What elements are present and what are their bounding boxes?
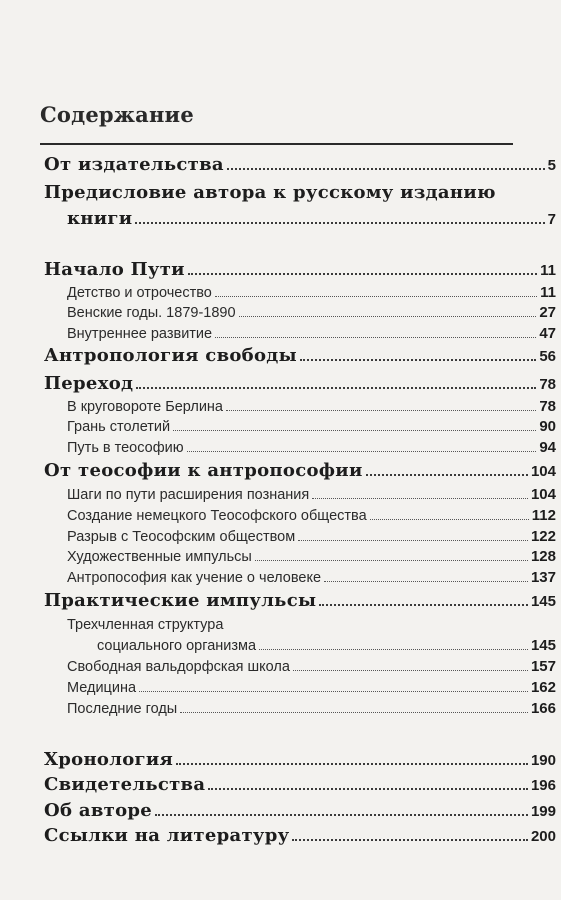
toc-entry-title: Медицина bbox=[67, 680, 137, 696]
toc-entry-page: 11 bbox=[540, 284, 556, 301]
toc-entry-page: 145 bbox=[530, 637, 556, 654]
toc-entry-title: Об авторе bbox=[44, 800, 153, 821]
toc-entry-page: 190 bbox=[530, 752, 556, 769]
toc-subentry bbox=[0, 507, 556, 524]
toc-entry-page: 78 bbox=[539, 376, 556, 393]
toc-entry-page: 104 bbox=[530, 486, 556, 503]
toc-subentry bbox=[0, 486, 556, 503]
dot-leader bbox=[312, 498, 528, 499]
dot-leader bbox=[259, 649, 528, 650]
toc-entry-page: 166 bbox=[530, 700, 556, 717]
toc-entry-title: Антропология свободы bbox=[44, 345, 297, 366]
toc-entry-title: Ссылки на литературу bbox=[44, 825, 290, 846]
toc-entry-title: Внутреннее развитие bbox=[67, 326, 213, 342]
toc-entry-title: Трехчленная структура bbox=[67, 617, 224, 633]
dot-leader bbox=[293, 670, 528, 671]
toc-entry-title: Разрыв с Теософским обществом bbox=[67, 529, 296, 545]
dot-leader bbox=[324, 581, 528, 582]
toc-entry-page: 11 bbox=[540, 262, 556, 279]
toc-entry-page: 90 bbox=[539, 418, 556, 435]
toc-entry-page: 78 bbox=[539, 398, 556, 415]
toc-entry bbox=[0, 749, 556, 770]
toc-entry-title: Детство и отрочество bbox=[67, 285, 212, 301]
toc-entry-page: 199 bbox=[530, 803, 556, 820]
toc-entry-title: Грань столетий bbox=[67, 419, 171, 435]
toc-entry-page: 5 bbox=[547, 157, 556, 174]
dot-leader bbox=[298, 540, 528, 541]
toc-entry-title: От издательства bbox=[44, 154, 224, 175]
toc-entry-page: 112 bbox=[531, 507, 556, 524]
toc-subentry bbox=[0, 325, 556, 342]
toc-entry-title: В круговороте Берлина bbox=[67, 399, 223, 415]
toc-entry bbox=[0, 590, 556, 611]
toc-entry bbox=[0, 460, 556, 481]
toc-entry-page: 196 bbox=[530, 777, 556, 794]
toc-entry-title: Предисловие автора к русскому изданию bbox=[44, 182, 496, 203]
toc-entry-page: 56 bbox=[539, 348, 556, 365]
dot-leader bbox=[188, 273, 537, 275]
toc-subentry bbox=[0, 304, 556, 321]
toc-subentry bbox=[0, 439, 556, 456]
toc-entry-page: 104 bbox=[530, 463, 556, 480]
toc-entry bbox=[0, 182, 556, 203]
dot-leader bbox=[187, 451, 537, 452]
toc-subentry bbox=[0, 637, 556, 654]
toc-entry bbox=[0, 825, 556, 846]
toc-entry-title: Путь в теософию bbox=[67, 440, 184, 456]
toc-entry-title: Антропософия как учение о человеке bbox=[67, 570, 322, 586]
toc-entry-page: 7 bbox=[547, 211, 556, 228]
toc-entry-title: От теософии к антропософии bbox=[44, 460, 363, 481]
dot-leader bbox=[215, 296, 537, 297]
dot-leader bbox=[176, 763, 528, 765]
dot-leader bbox=[255, 560, 528, 561]
toc-subentry bbox=[0, 658, 556, 675]
toc-entry-page: 128 bbox=[530, 548, 556, 565]
dot-leader bbox=[155, 814, 528, 816]
toc-subentry bbox=[0, 548, 556, 565]
toc-entry bbox=[0, 208, 556, 229]
toc-entry-title: Последние годы bbox=[67, 701, 178, 717]
dot-leader bbox=[239, 316, 537, 317]
toc-entry-page: 200 bbox=[530, 828, 556, 845]
toc-entry-page: 157 bbox=[530, 658, 556, 675]
toc-subentry bbox=[0, 528, 556, 545]
toc-entry-title: Начало Пути bbox=[44, 259, 185, 280]
toc-entry-title: Переход bbox=[44, 373, 134, 394]
dot-leader bbox=[135, 222, 544, 224]
toc-entry-page: 137 bbox=[530, 569, 556, 586]
page-title: Содержание bbox=[40, 102, 194, 127]
toc-entry-page: 94 bbox=[539, 439, 556, 456]
toc-subentry bbox=[0, 700, 556, 717]
dot-leader bbox=[208, 788, 528, 790]
toc-entry bbox=[0, 259, 556, 280]
toc-subentry bbox=[0, 569, 556, 586]
dot-leader bbox=[366, 474, 528, 476]
toc-entry bbox=[0, 774, 556, 795]
toc-entry-page: 47 bbox=[539, 325, 556, 342]
toc-subentry bbox=[0, 284, 556, 301]
toc-entry-title: Создание немецкого Теософского общества bbox=[67, 508, 367, 524]
toc-entry bbox=[0, 800, 556, 821]
dot-leader bbox=[227, 168, 545, 170]
toc-entry-title: Свидетельства bbox=[44, 774, 206, 795]
dot-leader bbox=[370, 519, 529, 520]
toc-entry-page: 27 bbox=[539, 304, 556, 321]
dot-leader bbox=[215, 337, 536, 338]
toc-subentry bbox=[0, 418, 556, 435]
toc-subentry bbox=[0, 398, 556, 415]
toc-entry-page: 122 bbox=[530, 528, 556, 545]
toc-entry-title: социального организма bbox=[97, 638, 257, 654]
dot-leader bbox=[226, 410, 536, 411]
toc-entry bbox=[0, 345, 556, 366]
toc-entry bbox=[0, 373, 556, 394]
toc-subentry bbox=[0, 617, 556, 633]
dot-leader bbox=[319, 604, 528, 606]
toc-entry-title: Венские годы. 1879-1890 bbox=[67, 305, 236, 321]
dot-leader bbox=[292, 839, 528, 841]
toc-entry-title: Практические импульсы bbox=[44, 590, 317, 611]
dot-leader bbox=[139, 691, 528, 692]
toc-entry-page: 145 bbox=[530, 593, 556, 610]
toc-entry-title: Хронология bbox=[44, 749, 174, 770]
toc-entry-title: Свободная вальдорфская школа bbox=[67, 659, 290, 675]
toc-entry-title: Шаги по пути расширения познания bbox=[67, 487, 310, 503]
dot-leader bbox=[173, 430, 536, 431]
dot-leader bbox=[136, 387, 536, 389]
dot-leader bbox=[300, 359, 536, 361]
toc-entry-page: 162 bbox=[530, 679, 556, 696]
toc-entry bbox=[0, 154, 556, 175]
dot-leader bbox=[180, 712, 528, 713]
toc-entry-title: Художественные импульсы bbox=[67, 549, 252, 565]
toc-entry-title: книги bbox=[67, 208, 133, 229]
toc-subentry bbox=[0, 679, 556, 696]
